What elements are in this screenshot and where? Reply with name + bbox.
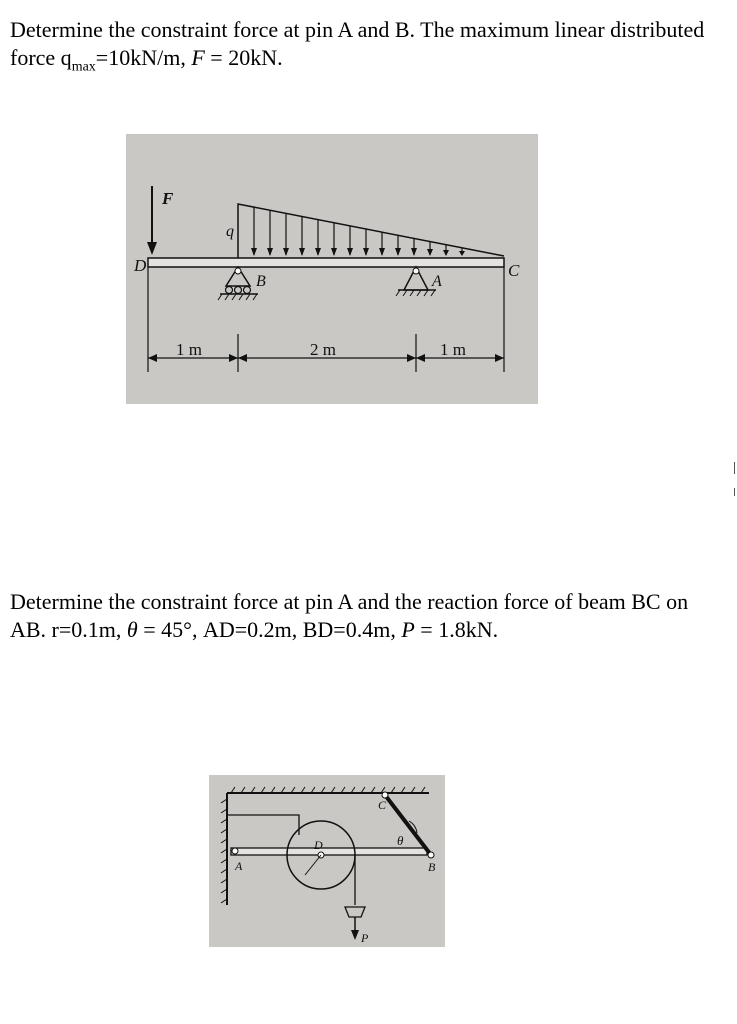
dimension-label-1: 1 m bbox=[176, 340, 202, 359]
force-F-symbol: F bbox=[191, 45, 205, 70]
pin-support-A bbox=[396, 267, 436, 296]
pulley-frame-diagram bbox=[209, 775, 445, 947]
pulley-frame-diagram-photo bbox=[209, 775, 445, 947]
label-q: q bbox=[226, 223, 234, 240]
strut-BC bbox=[385, 795, 431, 855]
label-B: B bbox=[256, 273, 266, 290]
roller-support-B bbox=[218, 267, 258, 300]
label-C: C bbox=[378, 798, 387, 812]
problem-2-text-c: = 1.8kN. bbox=[414, 617, 499, 642]
edge-mark bbox=[734, 488, 735, 496]
theta-symbol: θ bbox=[126, 617, 138, 642]
problem-1-text-a: Determine the constraint force at pin A and B. The maximum linear distributed force q bbox=[10, 17, 705, 70]
beam-AB bbox=[231, 848, 427, 855]
beam-diagram-photo bbox=[126, 134, 538, 404]
beam-diagram bbox=[126, 134, 538, 404]
label-A: A bbox=[432, 273, 442, 290]
pin-A bbox=[232, 848, 238, 854]
label-P: P bbox=[361, 931, 369, 945]
distributed-load-arrows bbox=[251, 207, 465, 256]
label-theta: θ bbox=[397, 833, 404, 848]
label-B: B bbox=[428, 860, 436, 874]
problem-1-statement bbox=[10, 16, 725, 75]
force-P-symbol: P bbox=[401, 617, 415, 642]
wall-support bbox=[221, 793, 227, 905]
label-C: C bbox=[508, 261, 520, 280]
problem-2-text-a: Determine the constraint force at pin A and the reaction force of beam BC on AB. r=0.1m, bbox=[10, 589, 689, 642]
edge-mark bbox=[734, 462, 735, 474]
pin-B bbox=[428, 852, 434, 858]
rope bbox=[227, 815, 299, 835]
label-D: D bbox=[134, 256, 147, 275]
dimension-label-3: 1 m bbox=[440, 340, 466, 359]
problem-2-statement bbox=[10, 588, 725, 644]
force-F-arrowhead bbox=[147, 242, 157, 255]
beam-DC bbox=[148, 258, 504, 267]
problem-1-text-c: = 20kN. bbox=[204, 45, 283, 70]
dimension-label-2: 2 m bbox=[310, 340, 336, 359]
label-D: D bbox=[314, 838, 323, 852]
problem-1-text-b: =10kN/m, bbox=[95, 45, 192, 70]
radius-line bbox=[305, 855, 321, 875]
problem-2-text-b: = 45°, AD=0.2m, BD=0.4m, bbox=[137, 617, 402, 642]
distributed-load-outline bbox=[238, 204, 504, 258]
label-A: A bbox=[235, 859, 243, 873]
label-F: F bbox=[162, 189, 174, 208]
ceiling-support bbox=[227, 787, 429, 793]
q-max-subscript: max bbox=[71, 59, 96, 75]
